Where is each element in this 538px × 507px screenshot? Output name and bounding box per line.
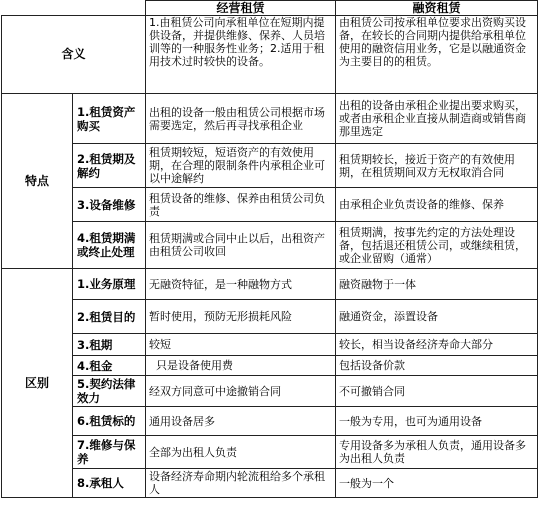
difference-operating: 全部为出租人负责 — [146, 436, 336, 469]
table-row — [2, 376, 538, 407]
difference-name: 1.业务原理 — [73, 269, 146, 300]
difference-name: 4.租金 — [73, 356, 146, 376]
difference-financing: 较长，相当设备经济寿命大部分 — [336, 334, 538, 356]
difference-operating: 设备经济寿命期内轮流租给多个承租人 — [146, 469, 336, 498]
table-row — [2, 469, 538, 498]
table-row — [2, 334, 538, 356]
feature-financing: 由承租企业负责设备的维修、保养 — [336, 188, 538, 222]
feature-financing: 租赁期满，按事先约定的方法处理设备，包括退还租赁公司，或继续租赁，或企业留购（通常） — [336, 222, 538, 269]
feature-operating: 租赁期满或合同中止以后，出租资产由租赁公司收回 — [146, 222, 336, 269]
definition-financing: 由租赁公司按承租单位要求出资购买设备，在较长的合同期内提供给承租单位使用的融资信用业务，它是以融通资金为主要目的的租赁。 — [336, 16, 538, 94]
difference-operating: 经双方同意可中途撤销合同 — [146, 376, 336, 407]
features-label: 特点 — [2, 94, 73, 269]
table-row — [2, 300, 538, 334]
difference-name: 2.租赁目的 — [73, 300, 146, 334]
feature-financing: 出租的设备由承租企业提出要求购买，或者由承租企业直接从制造商或销售商那里选定 — [336, 94, 538, 144]
difference-financing: 融通资金，添置设备 — [336, 300, 538, 334]
table-row — [2, 222, 538, 269]
feature-name: 2.租赁期及解约 — [73, 144, 146, 188]
feature-name: 4.租赁期满或终止处理 — [73, 222, 146, 269]
difference-name: 5.契约法律效力 — [73, 376, 146, 407]
feature-operating: 租赁设备的维修、保养由租赁公司负责 — [146, 188, 336, 222]
feature-financing: 租赁期较长，接近于资产的有效使用期，在租赁期间双方无权取消合同 — [336, 144, 538, 188]
difference-financing: 不可撤销合同 — [336, 376, 538, 407]
difference-name: 7.维修与保养 — [73, 436, 146, 469]
difference-operating: 无融资特征，是一种融物方式 — [146, 269, 336, 300]
table-row — [2, 269, 538, 300]
definition-operating: 1.由租赁公司向承租单位在短期内提供设备，并提供维修、保养、人员培训等的一种服务性业务；2.适用于租用技术过时较快的设备。 — [146, 16, 336, 94]
definition-label: 含义 — [2, 16, 146, 94]
difference-financing: 一般为专用，也可为通用设备 — [336, 407, 538, 436]
table-row — [2, 407, 538, 436]
differences-label: 区别 — [2, 269, 73, 498]
definition-row — [2, 16, 538, 94]
difference-name: 6.租赁标的 — [73, 407, 146, 436]
table-row — [2, 436, 538, 469]
difference-financing: 包括设备价款 — [336, 356, 538, 376]
feature-operating: 租赁期较短，短语资产的有效使用期，在合理的限制条件内承租企业可以中途解约 — [146, 144, 336, 188]
difference-operating: 只是设备使用费 — [146, 356, 336, 376]
difference-operating: 通用设备居多 — [146, 407, 336, 436]
header-row — [2, 1, 538, 16]
feature-name: 3.设备维修 — [73, 188, 146, 222]
feature-operating: 出租的设备一般由租赁公司根据市场需要选定，然后再寻找承租企业 — [146, 94, 336, 144]
difference-name: 8.承租人 — [73, 469, 146, 498]
difference-financing: 专用设备多为承租人负责，通用设备多为出租人负责 — [336, 436, 538, 469]
table-row — [2, 94, 538, 144]
header-financing-lease: 融资租赁 — [336, 1, 538, 16]
difference-operating: 暂时使用，预防无形损耗风险 — [146, 300, 336, 334]
difference-financing: 一般为一个 — [336, 469, 538, 498]
lease-comparison-table — [1, 0, 538, 498]
table-row — [2, 188, 538, 222]
difference-name: 3.租期 — [73, 334, 146, 356]
header-blank — [2, 1, 146, 16]
header-operating-lease: 经营租赁 — [146, 1, 336, 16]
difference-operating: 较短 — [146, 334, 336, 356]
feature-name: 1.租赁资产购买 — [73, 94, 146, 144]
difference-financing: 融资融物于一体 — [336, 269, 538, 300]
table-row — [2, 144, 538, 188]
table-row — [2, 356, 538, 376]
